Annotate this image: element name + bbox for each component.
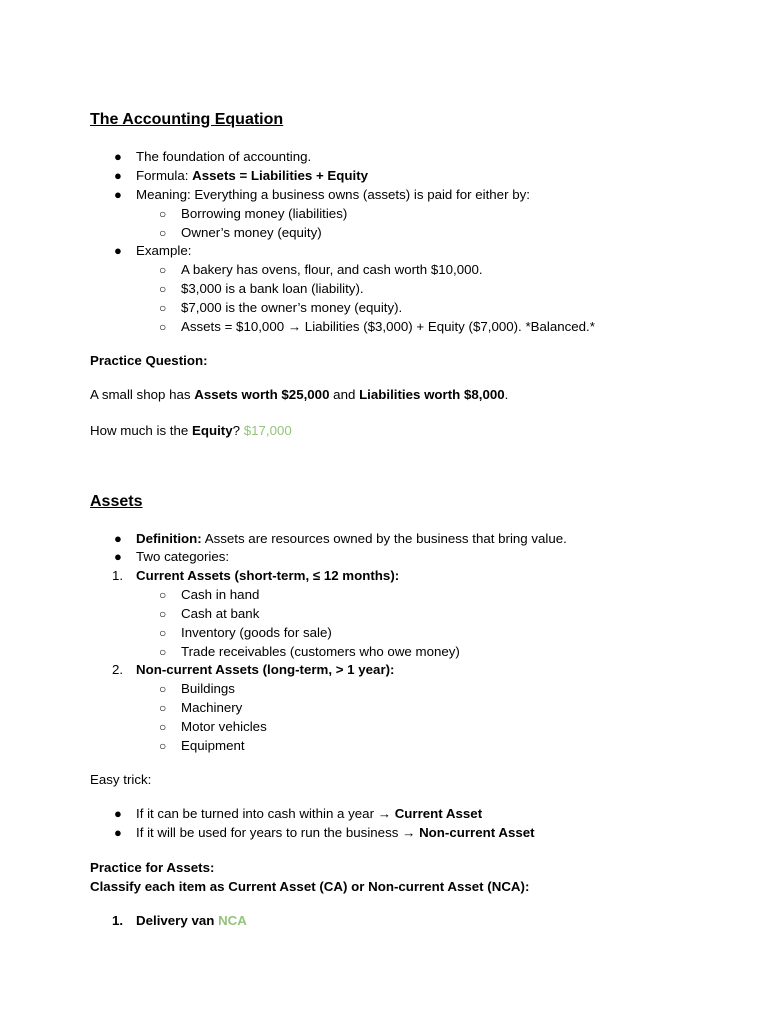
practice-question-ask [90, 422, 292, 441]
sub-list-item: $7,000 is the owner’s money (equity). [181, 300, 403, 315]
question-assets: Assets worth $25,000 [194, 387, 330, 402]
bullet-icon: ● [114, 531, 122, 546]
practice-assets-title: Practice for Assets: [90, 860, 215, 875]
heading-assets: Assets [90, 493, 143, 510]
ask-text: ? [232, 423, 241, 438]
trick-result: Non-current Asset [419, 825, 535, 840]
bullet-icon: ● [114, 825, 122, 840]
current-asset-item: Inventory (goods for sale) [181, 625, 332, 640]
list-item-meaning: Meaning: Everything a business owns (assets) is paid for either by: [136, 187, 530, 202]
current-asset-item: Cash in hand [181, 587, 260, 602]
ask-equity: Equity [191, 423, 233, 438]
list-item-two-categories: Two categories: [136, 549, 230, 564]
current-assets-title: Current Assets (short-term, ≤ 12 months): [136, 568, 400, 583]
sub-bullet-icon: ○ [159, 607, 167, 621]
definition-text: Assets are resources owned by the business that bring value. [201, 531, 567, 546]
list-item-example: Example: [136, 243, 192, 258]
list-item-formula [136, 167, 368, 186]
current-asset-item: Cash at bank [181, 606, 260, 621]
easy-trick-label: Easy trick: [90, 772, 152, 787]
bullet-icon: ● [114, 549, 122, 564]
formula-text: Assets = Liabilities + Equity [192, 168, 369, 183]
list-item-definition [136, 530, 567, 549]
sub-list-item: $3,000 is a bank loan (liability). [181, 281, 364, 296]
sub-bullet-icon: ○ [159, 626, 167, 640]
non-current-asset-item: Equipment [181, 738, 245, 753]
practice-question-title: Practice Question: [90, 353, 208, 368]
equity-answer: $17,000 [243, 423, 292, 438]
sub-bullet-icon: ○ [159, 226, 167, 240]
trick-result: Current Asset [394, 806, 483, 821]
sub-list-item: Borrowing money (liabilities) [181, 206, 348, 221]
sub-bullet-icon: ○ [159, 588, 167, 602]
practice-item [136, 912, 247, 931]
trick-text: If it can be turned into cash within a year → [136, 806, 395, 821]
sub-bullet-icon: ○ [159, 701, 167, 715]
trick-item [136, 805, 482, 824]
question-text: and [329, 387, 360, 402]
non-current-asset-item: Motor vehicles [181, 719, 267, 734]
practice-question-text [90, 386, 508, 405]
bullet-icon: ● [114, 187, 122, 202]
non-current-asset-item: Buildings [181, 681, 235, 696]
practice-item-label: Delivery van [136, 913, 215, 928]
sub-bullet-icon: ○ [159, 263, 167, 277]
list-number: 2. [112, 662, 124, 677]
sub-bullet-icon: ○ [159, 301, 167, 315]
list-number: 1. [112, 913, 124, 928]
current-asset-item: Trade receivables (customers who owe money) [181, 644, 460, 659]
trick-text: If it will be used for years to run the business → [136, 825, 420, 840]
sub-bullet-icon: ○ [159, 320, 167, 334]
sub-bullet-icon: ○ [159, 207, 167, 221]
question-text: . [504, 387, 509, 402]
bullet-icon: ● [114, 168, 122, 183]
trick-item [136, 824, 535, 843]
sub-bullet-icon: ○ [159, 682, 167, 696]
practice-assets-instructions: Classify each item as Current Asset (CA) or Non-current Asset (NCA): [90, 879, 530, 894]
bullet-icon: ● [114, 806, 122, 821]
sub-list-item: Assets = $10,000 → Liabilities ($3,000) + Equity ($7,000). *Balanced.* [181, 319, 595, 334]
formula-label: Formula: [136, 168, 193, 183]
heading-accounting-equation: The Accounting Equation [90, 111, 284, 128]
definition-label: Definition: [136, 531, 202, 546]
practice-item-answer: NCA [218, 913, 247, 928]
sub-bullet-icon: ○ [159, 739, 167, 753]
list-number: 1. [112, 568, 124, 583]
non-current-assets-title: Non-current Assets (long-term, > 1 year): [136, 662, 395, 677]
sub-list-item: A bakery has ovens, flour, and cash worth $10,000. [181, 262, 483, 277]
sub-bullet-icon: ○ [159, 645, 167, 659]
ask-text: How much is the [90, 423, 192, 438]
list-item: The foundation of accounting. [136, 149, 312, 164]
bullet-icon: ● [114, 243, 122, 258]
sub-list-item: Owner’s money (equity) [181, 225, 322, 240]
bullet-icon: ● [114, 149, 122, 164]
sub-bullet-icon: ○ [159, 282, 167, 296]
question-liabilities: Liabilities worth $8,000 [359, 387, 505, 402]
non-current-asset-item: Machinery [181, 700, 243, 715]
question-text: A small shop has [90, 387, 195, 402]
sub-bullet-icon: ○ [159, 720, 167, 734]
